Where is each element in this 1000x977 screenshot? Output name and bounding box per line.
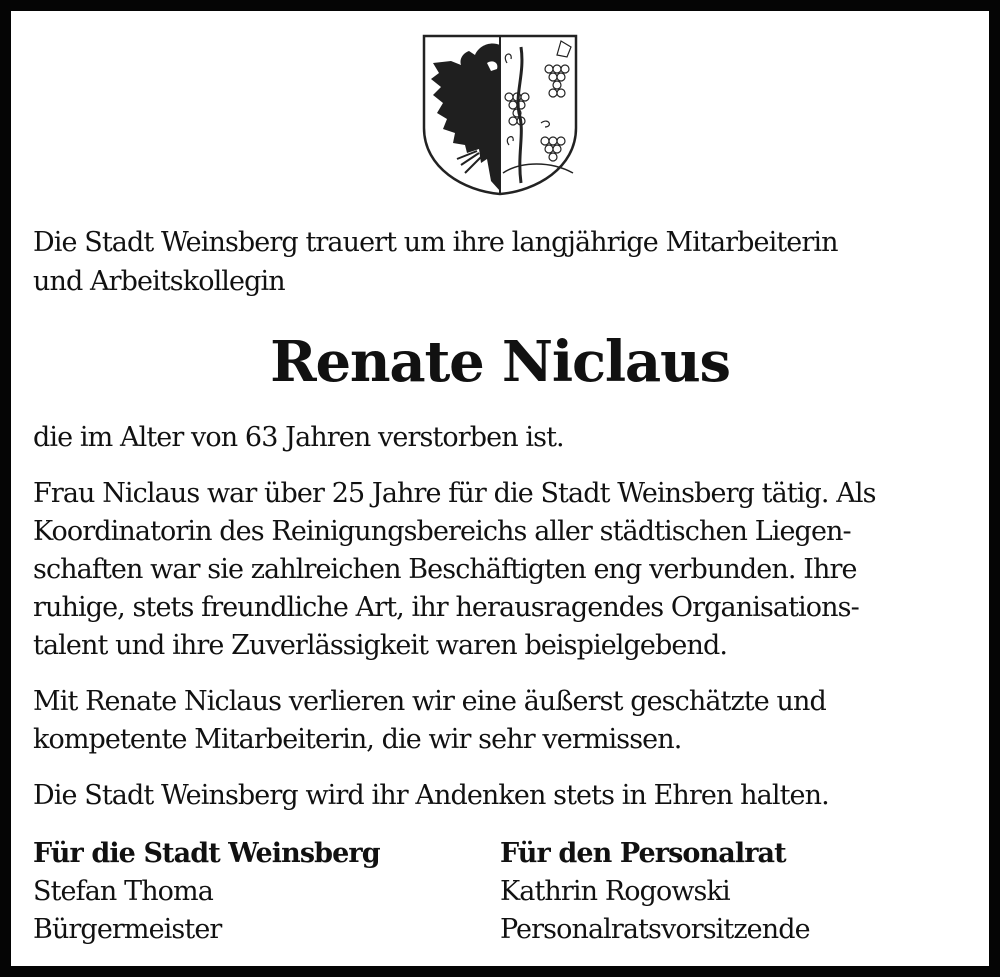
signature-heading-city: Für die Stadt Weinsberg (33, 838, 380, 869)
age-line: die im Alter von 63 Jahren verstorben ist. (33, 422, 564, 453)
intro-line-1: Die Stadt Weinsberg trauert um ihre langjährige Mitarbeiterin (33, 227, 838, 258)
coat-of-arms-icon (421, 33, 579, 196)
paragraph1-line-5: talent und ihre Zuverlässigkeit waren beispielgebend. (33, 630, 728, 661)
signature-name-city: Stefan Thoma (33, 876, 213, 907)
paragraph2-line-2: kompetente Mitarbeiterin, die wir sehr vermissen. (33, 724, 682, 755)
signature-name-council: Kathrin Rogowski (500, 876, 730, 907)
paragraph1-line-3: schaften war sie zahlreichen Beschäftigten eng verbunden. Ihre (33, 554, 857, 585)
intro-line-2: und Arbeitskollegin (33, 266, 285, 297)
signature-role-council: Personalratsvorsitzende (500, 914, 810, 945)
paragraph2-line-1: Mit Renate Niclaus verlieren wir eine äußerst geschätzte und (33, 686, 826, 717)
paragraph1-line-4: ruhige, stets freundliche Art, ihr herausragendes Organisations- (33, 592, 859, 623)
signature-heading-council: Für den Personalrat (500, 838, 786, 869)
deceased-name: Renate Niclaus (270, 329, 730, 395)
paragraph1-line-2: Koordinatorin des Reinigungsbereichs aller städtischen Liegen- (33, 516, 851, 547)
signature-role-city: Bürgermeister (33, 914, 222, 945)
paragraph3: Die Stadt Weinsberg wird ihr Andenken stets in Ehren halten. (33, 780, 829, 811)
paragraph1-line-1: Frau Niclaus war über 25 Jahre für die Stadt Weinsberg tätig. Als (33, 478, 876, 509)
